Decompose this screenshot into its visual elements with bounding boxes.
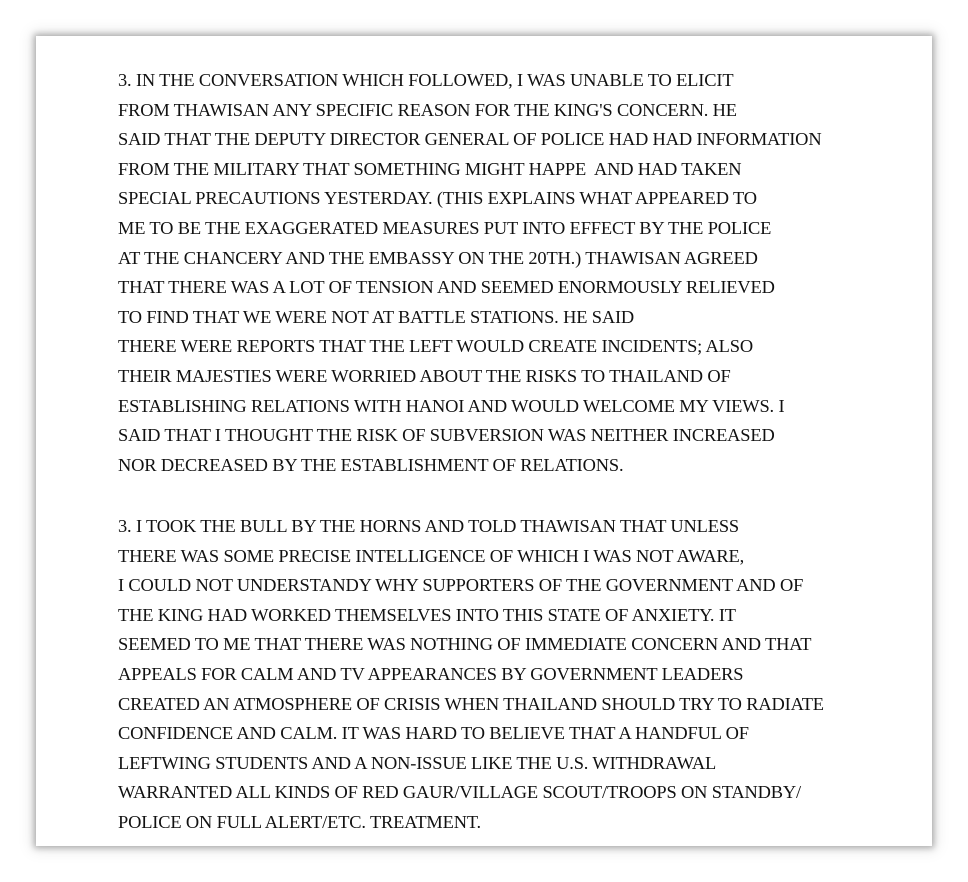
text-line: FROM THE MILITARY THAT SOMETHING MIGHT HAPPE AND HAD TAKEN bbox=[118, 158, 742, 179]
text-line: POLICE ON FULL ALERT/ETC. TREATMENT. bbox=[118, 811, 481, 832]
text-line: ME TO BE THE EXAGGERATED MEASURES PUT INTO EFFECT BY THE POLICE bbox=[118, 217, 772, 238]
text-line: WARRANTED ALL KINDS OF RED GAUR/VILLAGE SCOUT/TROOPS ON STANDBY/ bbox=[118, 782, 802, 803]
text-line: THE KING HAD WORKED THEMSELVES INTO THIS STATE OF ANXIETY. IT bbox=[118, 604, 736, 625]
text-line: THEIR MAJESTIES WERE WORRIED ABOUT THE RISKS TO THAILAND OF bbox=[118, 365, 731, 386]
text-line: 3. IN THE CONVERSATION WHICH FOLLOWED, I WAS UNABLE TO ELICIT bbox=[118, 70, 734, 90]
text-line: TO FIND THAT WE WERE NOT AT BATTLE STATIONS. HE SAID bbox=[118, 306, 635, 327]
text-line: APPEALS FOR CALM AND TV APPEARANCES BY GOVERNMENT LEADERS bbox=[118, 663, 744, 684]
text-line: SAID THAT I THOUGHT THE RISK OF SUBVERSION WAS NEITHER INCREASED bbox=[118, 425, 775, 446]
document-page bbox=[36, 36, 932, 846]
text-line: CREATED AN ATMOSPHERE OF CRISIS WHEN THAILAND SHOULD TRY TO RADIATE bbox=[118, 693, 824, 714]
text-line: 3. I TOOK THE BULL BY THE HORNS AND TOLD THAWISAN THAT UNLESS bbox=[118, 516, 739, 536]
text-line: SAID THAT THE DEPUTY DIRECTOR GENERAL OF POLICE HAD HAD INFORMATION bbox=[118, 129, 822, 150]
text-line: SEEMED TO ME THAT THERE WAS NOTHING OF IMMEDIATE CONCERN AND THAT bbox=[118, 634, 812, 655]
paragraph-1 bbox=[118, 66, 821, 480]
text-line: I COULD NOT UNDERSTANDY WHY SUPPORTERS OF THE GOVERNMENT AND OF bbox=[118, 575, 804, 596]
text-line: LEFTWING STUDENTS AND A NON-ISSUE LIKE THE U.S. WITHDRAWAL bbox=[118, 752, 717, 773]
text-line: CONFIDENCE AND CALM. IT WAS HARD TO BELIEVE THAT A HANDFUL OF bbox=[118, 723, 749, 744]
text-line: THERE WAS SOME PRECISE INTELLIGENCE OF WHICH I WAS NOT AWARE, bbox=[118, 545, 745, 566]
paragraph-2 bbox=[118, 512, 824, 838]
text-line: SPECIAL PRECAUTIONS YESTERDAY. (THIS EXPLAINS WHAT APPEARED TO bbox=[118, 188, 757, 209]
text-line: NOR DECREASED BY THE ESTABLISHMENT OF RELATIONS. bbox=[118, 454, 624, 475]
text-line: FROM THAWISAN ANY SPECIFIC REASON FOR THE KING'S CONCERN. HE bbox=[118, 99, 737, 120]
text-line: AT THE CHANCERY AND THE EMBASSY ON THE 20TH.) THAWISAN AGREED bbox=[118, 247, 758, 268]
text-line: THAT THERE WAS A LOT OF TENSION AND SEEMED ENORMOUSLY RELIEVED bbox=[118, 277, 775, 298]
text-line: THERE WERE REPORTS THAT THE LEFT WOULD CREATE INCIDENTS; ALSO bbox=[118, 336, 753, 357]
text-line: ESTABLISHING RELATIONS WITH HANOI AND WOULD WELCOME MY VIEWS. I bbox=[118, 395, 785, 416]
